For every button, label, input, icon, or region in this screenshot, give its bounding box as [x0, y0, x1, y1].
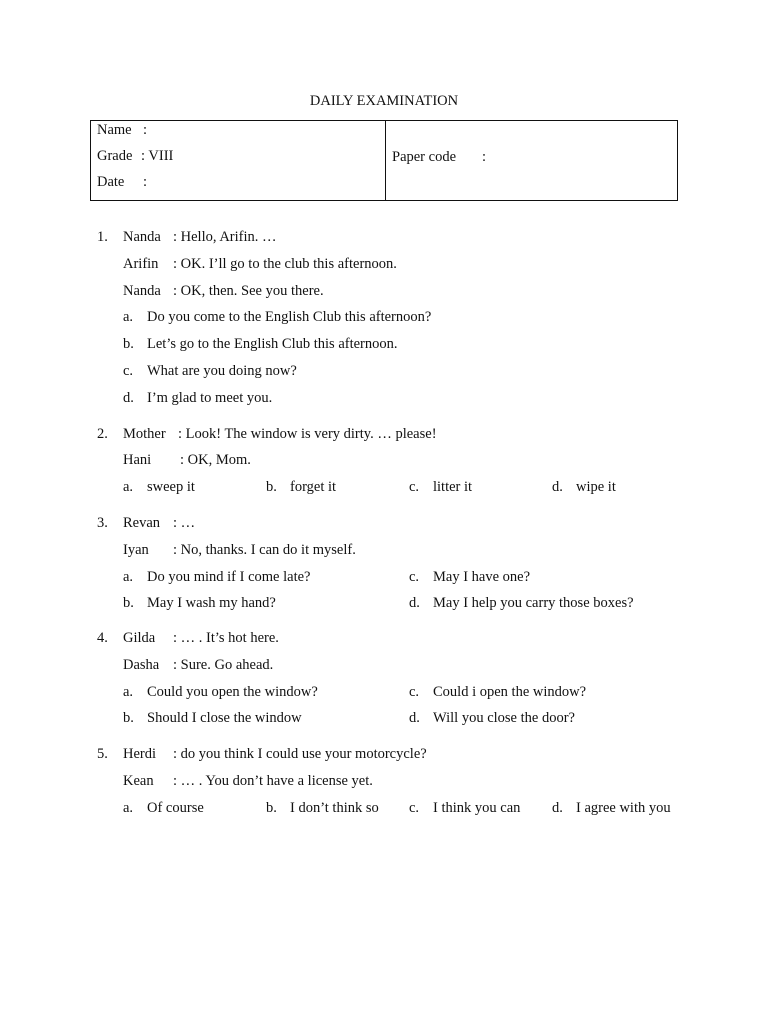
grade-label: Grade	[97, 148, 133, 164]
question-number: 2.	[97, 426, 108, 442]
option-text[interactable]: I think you can	[433, 800, 521, 816]
dialog-text: : Look! The window is very dirty. … please!	[178, 426, 437, 442]
question-number: 5.	[97, 746, 108, 762]
option-letter[interactable]: c.	[409, 479, 420, 495]
dialog-speaker: Nanda	[123, 229, 161, 245]
option-text[interactable]: I don’t think so	[290, 800, 379, 816]
option-text[interactable]: I’m glad to meet you.	[147, 390, 273, 406]
option-text[interactable]: May I have one?	[433, 569, 531, 585]
option-text[interactable]: Do you mind if I come late?	[147, 569, 311, 585]
dialog-speaker: Gilda	[123, 630, 156, 646]
option-letter[interactable]: c.	[409, 800, 420, 816]
dialog-speaker: Iyan	[123, 542, 149, 558]
paper-code-label: Paper code	[392, 149, 457, 165]
option-letter[interactable]: a.	[123, 309, 134, 325]
option-letter[interactable]: b.	[123, 710, 134, 726]
name-label: Name	[97, 122, 132, 138]
date-label: Date	[97, 174, 125, 190]
option-text[interactable]: I agree with you	[576, 800, 671, 816]
question-number: 4.	[97, 630, 108, 646]
option-text[interactable]: sweep it	[147, 479, 195, 495]
dialog-speaker: Herdi	[123, 746, 157, 762]
option-text[interactable]: Will you close the door?	[433, 710, 575, 726]
option-text[interactable]: Could you open the window?	[147, 684, 318, 700]
option-text[interactable]: Of course	[147, 800, 204, 816]
option-letter[interactable]: a.	[123, 800, 134, 816]
option-letter[interactable]: b.	[123, 336, 134, 352]
option-letter[interactable]: c.	[409, 569, 420, 585]
page-title: DAILY EXAMINATION	[309, 93, 459, 109]
dialog-speaker: Dasha	[123, 657, 160, 673]
option-text[interactable]: Do you come to the English Club this afternoon?	[147, 309, 432, 325]
option-text[interactable]: Let’s go to the English Club this afternoon.	[147, 336, 398, 352]
option-letter[interactable]: c.	[123, 363, 134, 379]
student-info-box	[90, 120, 678, 201]
option-letter[interactable]: d.	[552, 479, 563, 495]
option-letter[interactable]: a.	[123, 684, 134, 700]
option-text[interactable]: What are you doing now?	[147, 363, 297, 379]
dialog-text: : …	[173, 515, 196, 531]
question-number: 3.	[97, 515, 108, 531]
dialog-text: : OK. I’ll go to the club this afternoon.	[173, 256, 397, 272]
dialog-speaker: Nanda	[123, 283, 161, 299]
option-letter[interactable]: d.	[123, 390, 134, 406]
dialog-speaker: Revan	[123, 515, 161, 531]
option-letter[interactable]: c.	[409, 684, 420, 700]
option-text[interactable]: Should I close the window	[147, 710, 302, 726]
name-field[interactable]: :	[143, 122, 148, 138]
paper-code-area	[386, 121, 677, 200]
dialog-speaker: Hani	[123, 452, 152, 468]
dialog-text: : No, thanks. I can do it myself.	[173, 542, 356, 558]
dialog-text: : OK, Mom.	[180, 452, 251, 468]
option-letter[interactable]: a.	[123, 479, 134, 495]
dialog-text: : Hello, Arifin. …	[173, 229, 277, 245]
option-text[interactable]: May I help you carry those boxes?	[433, 595, 634, 611]
option-letter[interactable]: d.	[409, 710, 420, 726]
option-letter[interactable]: d.	[552, 800, 563, 816]
dialog-text: : Sure. Go ahead.	[173, 657, 274, 673]
option-letter[interactable]: b.	[266, 800, 277, 816]
option-letter[interactable]: d.	[409, 595, 420, 611]
option-text[interactable]: wipe it	[576, 479, 616, 495]
question-number: 1.	[97, 229, 108, 245]
dialog-speaker: Arifin	[123, 256, 159, 272]
dialog-text: : do you think I could use your motorcycle?	[173, 746, 427, 762]
date-field[interactable]: :	[143, 174, 148, 190]
option-text[interactable]: Could i open the window?	[433, 684, 587, 700]
option-letter[interactable]: a.	[123, 569, 134, 585]
option-text[interactable]: forget it	[290, 479, 337, 495]
option-letter[interactable]: b.	[123, 595, 134, 611]
grade-value: : VIII	[141, 148, 174, 164]
option-text[interactable]: May I wash my hand?	[147, 595, 276, 611]
dialog-text: : OK, then. See you there.	[173, 283, 324, 299]
option-text[interactable]: litter it	[433, 479, 473, 495]
dialog-speaker: Mother	[123, 426, 166, 442]
option-letter[interactable]: b.	[266, 479, 277, 495]
student-info-left	[91, 121, 386, 200]
dialog-text: : … . You don’t have a license yet.	[173, 773, 373, 789]
dialog-speaker: Kean	[123, 773, 154, 789]
paper-code-field[interactable]: :	[482, 149, 487, 165]
dialog-text: : … . It’s hot here.	[173, 630, 279, 646]
